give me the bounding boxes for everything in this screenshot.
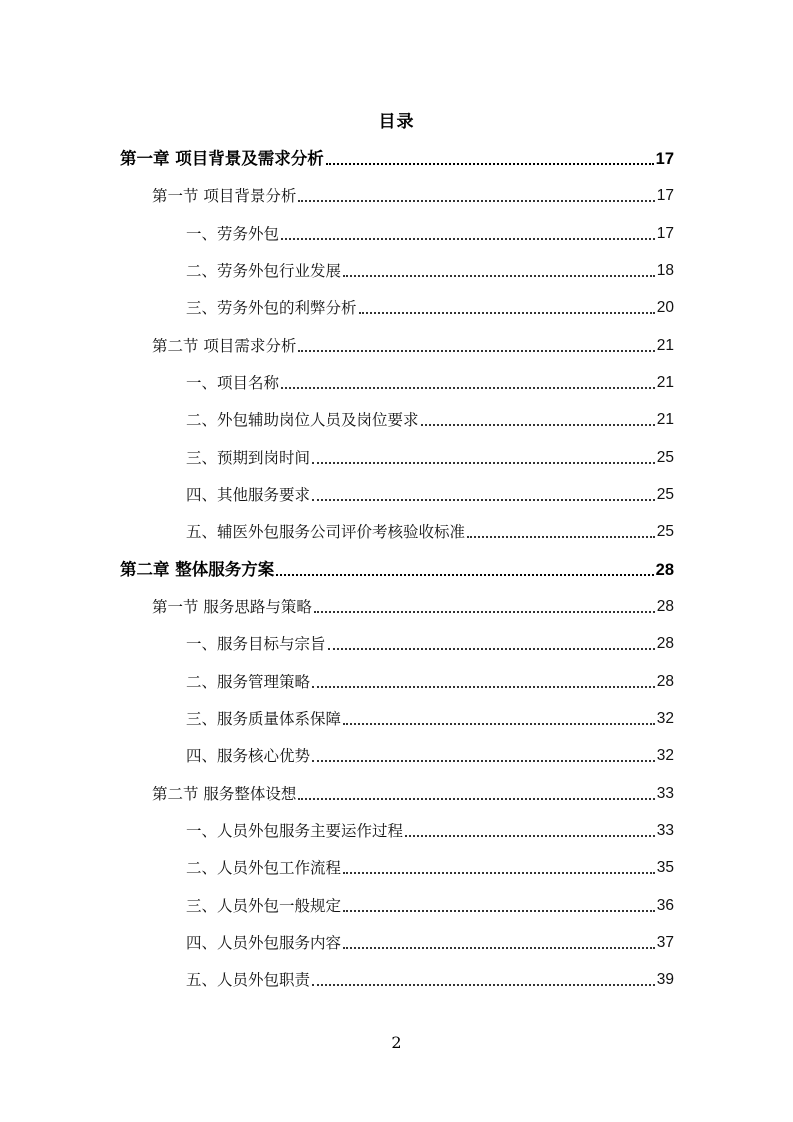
toc-entry-label: 四、服务核心优势 bbox=[186, 747, 311, 765]
dot-leader bbox=[467, 536, 655, 538]
toc-entry-page: 17 bbox=[655, 150, 674, 168]
toc-entry-page: 28 bbox=[655, 561, 674, 579]
toc-entry-section[interactable] bbox=[152, 588, 674, 618]
toc-entry-page: 25 bbox=[656, 449, 674, 466]
toc-entry-section[interactable] bbox=[152, 327, 674, 357]
toc-entry-page: 28 bbox=[656, 598, 674, 615]
toc-entry-page: 32 bbox=[656, 710, 674, 727]
dot-leader bbox=[343, 872, 655, 874]
toc-entry-item[interactable] bbox=[186, 364, 674, 394]
toc-entry-page: 18 bbox=[656, 262, 674, 279]
dot-leader bbox=[343, 947, 655, 949]
toc-entry-item[interactable] bbox=[186, 215, 674, 245]
toc-entry-label: 三、服务质量体系保障 bbox=[186, 710, 342, 728]
dot-leader bbox=[343, 723, 655, 725]
toc-entry-label: 五、人员外包职责 bbox=[186, 971, 311, 989]
toc-entry-item[interactable] bbox=[186, 252, 674, 282]
dot-leader bbox=[312, 462, 655, 464]
toc-entry-label: 一、服务目标与宗旨 bbox=[186, 635, 326, 653]
toc-entry-item[interactable] bbox=[186, 700, 674, 730]
dot-leader bbox=[359, 312, 655, 314]
dot-leader bbox=[298, 200, 654, 202]
toc-entry-page: 36 bbox=[656, 897, 674, 914]
dot-leader bbox=[298, 350, 654, 352]
dot-leader bbox=[312, 760, 655, 762]
toc-entry-label: 第一章 项目背景及需求分析 bbox=[120, 149, 324, 168]
toc-entry-section[interactable] bbox=[152, 177, 674, 207]
toc-entry-page: 32 bbox=[656, 747, 674, 764]
toc-entry-label: 三、预期到岗时间 bbox=[186, 449, 311, 467]
toc-entry-page: 39 bbox=[656, 971, 674, 988]
toc-entry-item[interactable] bbox=[186, 924, 674, 954]
toc-entry-chapter-1[interactable] bbox=[120, 140, 674, 170]
dot-leader bbox=[276, 574, 653, 576]
dot-leader bbox=[343, 275, 655, 277]
dot-leader bbox=[298, 798, 654, 800]
toc-title: 目录 bbox=[378, 112, 415, 132]
toc-entry-item[interactable] bbox=[186, 663, 674, 693]
toc-entry-label: 一、人员外包服务主要运作过程 bbox=[186, 822, 404, 840]
toc-entry-label: 第二章 整体服务方案 bbox=[120, 560, 275, 579]
toc-entry-page: 35 bbox=[656, 859, 674, 876]
dot-leader bbox=[314, 611, 655, 613]
toc-entry-label: 二、人员外包工作流程 bbox=[186, 859, 342, 877]
toc-entry-item[interactable] bbox=[186, 887, 674, 917]
toc-entry-label: 一、项目名称 bbox=[186, 374, 280, 392]
toc-entry-page: 37 bbox=[656, 934, 674, 951]
toc-entry-label: 五、辅医外包服务公司评价考核验收标准 bbox=[186, 523, 466, 541]
toc-entry-page: 28 bbox=[656, 673, 674, 690]
toc-entry-label: 二、外包辅助岗位人员及岗位要求 bbox=[186, 411, 419, 429]
toc-entry-item[interactable] bbox=[186, 513, 674, 543]
toc-entry-label: 四、其他服务要求 bbox=[186, 486, 311, 504]
toc-entry-item[interactable] bbox=[186, 737, 674, 767]
toc-entry-item[interactable] bbox=[186, 289, 674, 319]
dot-leader bbox=[343, 910, 655, 912]
toc-entry-label: 二、劳务外包行业发展 bbox=[186, 262, 342, 280]
dot-leader bbox=[312, 686, 655, 688]
toc-entry-page: 17 bbox=[656, 225, 674, 242]
page-number: 2 bbox=[391, 1033, 402, 1052]
toc-entry-label: 三、劳务外包的利弊分析 bbox=[186, 299, 357, 317]
toc-entry-section[interactable] bbox=[152, 775, 674, 805]
toc-entry-page: 17 bbox=[656, 187, 674, 204]
toc-entry-page: 33 bbox=[656, 822, 674, 839]
toc-entry-page: 25 bbox=[656, 523, 674, 540]
dot-leader bbox=[326, 163, 654, 165]
dot-leader bbox=[405, 835, 655, 837]
toc-entry-chapter-2[interactable] bbox=[120, 551, 674, 581]
toc-entry-item[interactable] bbox=[186, 476, 674, 506]
toc-entry-label: 四、人员外包服务内容 bbox=[186, 934, 342, 952]
toc-entry-item[interactable] bbox=[186, 401, 674, 431]
dot-leader bbox=[312, 499, 655, 501]
toc-entry-page: 21 bbox=[656, 374, 674, 391]
toc-entry-page: 33 bbox=[656, 785, 674, 802]
dot-leader bbox=[312, 984, 655, 986]
dot-leader bbox=[281, 387, 655, 389]
toc-entry-label: 第二节 服务整体设想 bbox=[152, 785, 297, 803]
toc-entry-item[interactable] bbox=[186, 961, 674, 991]
dot-leader bbox=[328, 648, 655, 650]
toc-entry-item[interactable] bbox=[186, 812, 674, 842]
dot-leader bbox=[421, 424, 655, 426]
dot-leader bbox=[281, 238, 655, 240]
toc-entry-item[interactable] bbox=[186, 439, 674, 469]
toc-entry-page: 21 bbox=[656, 411, 674, 428]
toc-entry-label: 第一节 项目背景分析 bbox=[152, 187, 297, 205]
toc-entry-label: 第二节 项目需求分析 bbox=[152, 337, 297, 355]
toc-entry-label: 第一节 服务思路与策略 bbox=[152, 598, 312, 616]
toc-entry-item[interactable] bbox=[186, 849, 674, 879]
toc-entry-page: 28 bbox=[656, 635, 674, 652]
toc-entry-page: 25 bbox=[656, 486, 674, 503]
toc-entry-label: 一、劳务外包 bbox=[186, 225, 280, 243]
toc-entry-page: 20 bbox=[656, 299, 674, 316]
toc-entry-item[interactable] bbox=[186, 625, 674, 655]
toc-entry-label: 二、服务管理策略 bbox=[186, 673, 311, 691]
toc-entry-page: 21 bbox=[656, 337, 674, 354]
toc-entry-label: 三、人员外包一般规定 bbox=[186, 897, 342, 915]
